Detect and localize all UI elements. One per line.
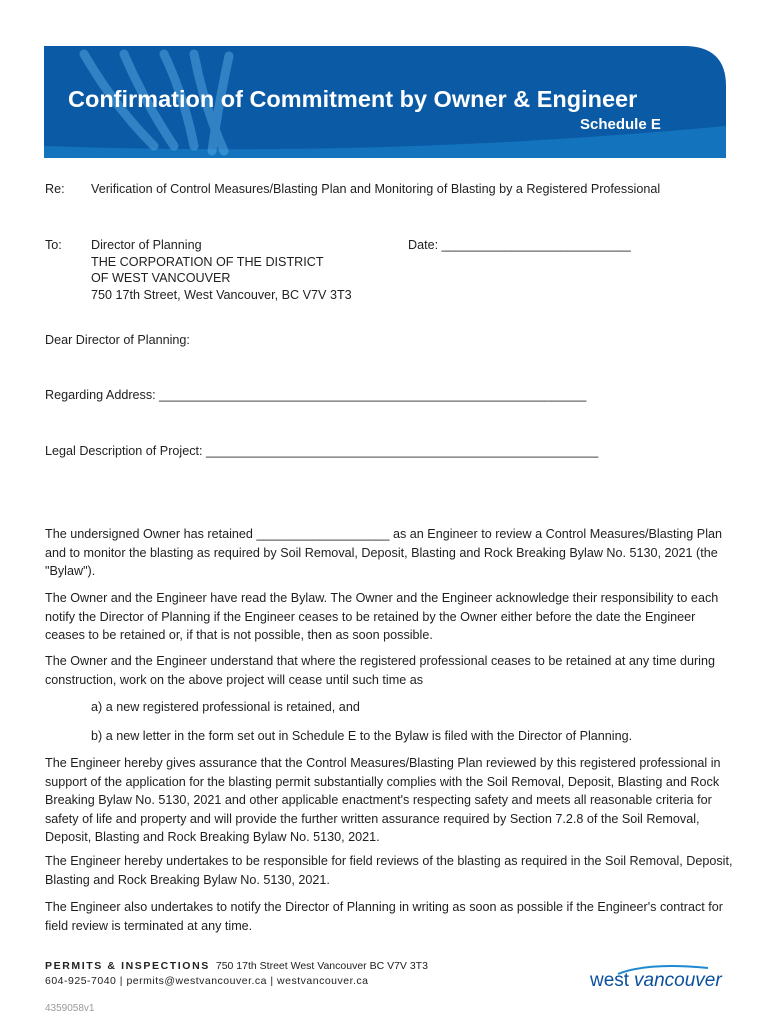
legal-description-field[interactable]: Legal Description of Project: ________________________________________________________ [45, 444, 599, 458]
west-vancouver-logo [588, 964, 724, 994]
recipient-line: THE CORPORATION OF THE DISTRICT [91, 255, 324, 269]
footer-heading: PERMITS & INSPECTIONS [45, 960, 210, 972]
recipient-line: 750 17th Street, West Vancouver, BC V7V 3T3 [91, 288, 352, 302]
recipient-line: OF WEST VANCOUVER [91, 271, 231, 285]
paragraph-cease-work: The Owner and the Engineer understand that where the registered professional ceases to be retained at any time during construction, work on the above project will cease until such time as [45, 654, 715, 687]
paragraph-field-reviews: The Engineer hereby undertakes to be responsible for field reviews of the blasting as required in the Soil Removal, Deposit, Blasting and Rock Breaking Bylaw No. 5130, 2021. [45, 854, 733, 887]
re-label: Re: [45, 182, 65, 196]
schedule-label: Schedule E [580, 116, 661, 133]
date-field[interactable]: Date: ___________________________ [408, 238, 631, 252]
regarding-address-field[interactable]: Regarding Address: _____________________________________________________________ [45, 388, 587, 402]
page-title: Confirmation of Commitment by Owner & Engineer [68, 86, 638, 112]
logo-west-text: west [590, 970, 630, 991]
re-text: Verification of Control Measures/Blasting Plan and Monitoring of Blasting by a Registered Professional [91, 182, 661, 196]
logo-vancouver-text: vancouver [634, 970, 722, 991]
paragraph-acknowledge: The Owner and the Engineer have read the Bylaw. The Owner and the Engineer acknowledge their responsibility to each notify the Director of Planning if the Engineer ceases to be retained by the Owner either before the date the Engineer ceases to be retained or, if that is not possible, then as soon possible. [45, 591, 719, 642]
salutation: Dear Director of Planning: [45, 333, 190, 347]
header-banner [44, 46, 726, 158]
paragraph-assurance: The Engineer hereby gives assurance that the Control Measures/Blasting Plan reviewed by this registered professional in support of the application for the blasting permit substantially complies with the Soil Removal, Deposit, Blasting and Rock Breaking Bylaw No. 5130, 2021 and other applicable enactment's respecting safety and meets all reasonable criteria for safety of life and property and will provide the further written assurance required by Section 7.2.8 of the Soil Removal, Deposit, Blasting and Rock Breaking Bylaw No. 5130, 2021. [45, 756, 721, 844]
document-id: 4359058v1 [45, 1003, 95, 1014]
recipient-line: Director of Planning [91, 238, 202, 252]
paragraph-notify: The Engineer also undertakes to notify the Director of Planning in writing as soon as possible if the Engineer's contract for field review is terminated at any time. [45, 900, 723, 933]
footer-contact: 604-925-7040 | permits@westvancouver.ca | westvancouver.ca [45, 975, 369, 987]
footer-address-line [45, 960, 428, 972]
list-item-a: a) a new registered professional is retained, and [91, 700, 360, 714]
list-item-b: b) a new letter in the form set out in Schedule E to the Bylaw is filed with the Director of Planning. [91, 729, 633, 743]
paragraph-retained: The undersigned Owner has retained ___________________ as an Engineer to review a Control Measures/Blasting Plan and to monitor the blasting as required by Soil Removal, Deposit, Blasting and Rock Breaking Bylaw No. 5130, 2021 (the "Bylaw"). [45, 527, 723, 578]
footer-address: 750 17th Street West Vancouver BC V7V 3T3 [215, 960, 428, 972]
to-label: To: [45, 238, 62, 252]
